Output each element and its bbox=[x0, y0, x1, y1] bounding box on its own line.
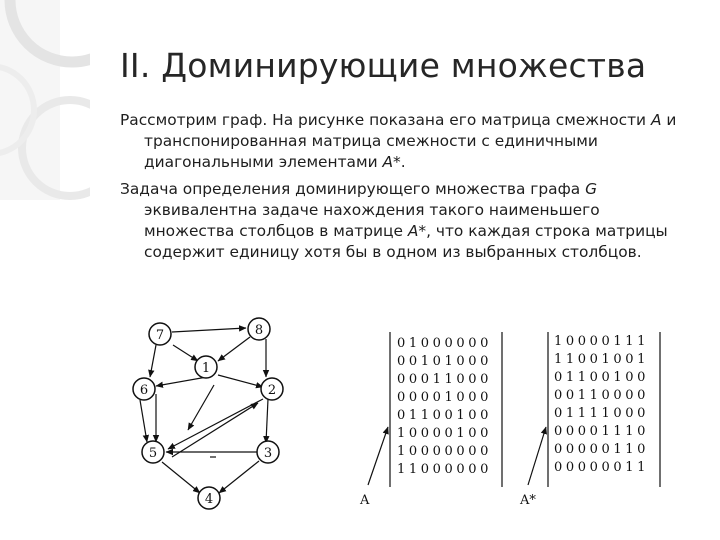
body-text bbox=[120, 110, 680, 269]
paragraph-2: Задача определения доминирующего множества графа G эквивалентна задаче нахождения такого наименьшего множества столбцов в матрице A*, что каждая строка матрицы содержит единицу хотя бы в одном из выбранных столбцов. bbox=[120, 180, 668, 261]
matrix-astar-row: 11001001 bbox=[554, 352, 649, 367]
graph-node-6 bbox=[133, 378, 155, 400]
matrix-astar-row: 01100100 bbox=[554, 370, 649, 385]
svg-text:7: 7 bbox=[155, 328, 165, 343]
svg-text:2: 2 bbox=[267, 383, 277, 398]
matrix-a-row: 10000000 bbox=[397, 444, 492, 459]
matrix-a-row: 11000000 bbox=[397, 462, 492, 477]
matrix-a-row: 00101000 bbox=[397, 354, 492, 369]
graph-node-4 bbox=[198, 487, 220, 509]
matrix-a-row: 00011000 bbox=[397, 372, 492, 387]
matrix-astar-row: 00110000 bbox=[554, 388, 649, 403]
graph-edges bbox=[140, 328, 268, 493]
decorative-rings bbox=[0, 0, 90, 200]
svg-text:3: 3 bbox=[263, 446, 273, 461]
matrix-astar bbox=[519, 332, 660, 508]
matrix-a-label: A bbox=[360, 493, 370, 508]
svg-text:6: 6 bbox=[139, 383, 149, 398]
svg-text:5: 5 bbox=[148, 446, 158, 461]
matrix-astar-row: 00001110 bbox=[554, 424, 649, 439]
matrix-a bbox=[359, 332, 502, 508]
matrix-a-row: 01000000 bbox=[397, 336, 492, 351]
graph-node-2 bbox=[261, 378, 283, 400]
matrix-a-row: 00001000 bbox=[397, 390, 492, 405]
slide-title: II. Доминирующие множества bbox=[120, 46, 647, 85]
matrix-astar-row: 10000111 bbox=[554, 334, 649, 349]
graph-node-7 bbox=[149, 323, 171, 345]
graph-node-5 bbox=[142, 441, 164, 463]
svg-text:8: 8 bbox=[254, 323, 264, 338]
graph-and-matrices-figure bbox=[120, 315, 680, 525]
matrix-astar-row: 00000110 bbox=[554, 442, 649, 457]
matrix-astar-row: 01111000 bbox=[554, 406, 649, 421]
paragraph-1: Рассмотрим граф. На рисунке показана его матрица смежности A и транспонированная матрица смежности с единичными диагональными элементами A*. bbox=[120, 111, 677, 171]
graph-node-8 bbox=[248, 318, 270, 340]
graph-node-1 bbox=[195, 356, 217, 378]
matrix-a-row: 01100100 bbox=[397, 408, 492, 423]
graph-node-3 bbox=[257, 441, 279, 463]
svg-text:4: 4 bbox=[204, 492, 214, 507]
matrix-astar-row: 00000011 bbox=[554, 460, 649, 475]
matrix-a-row: 10000100 bbox=[397, 426, 492, 441]
matrix-astar-label: A* bbox=[520, 493, 536, 508]
svg-text:1: 1 bbox=[201, 361, 211, 376]
